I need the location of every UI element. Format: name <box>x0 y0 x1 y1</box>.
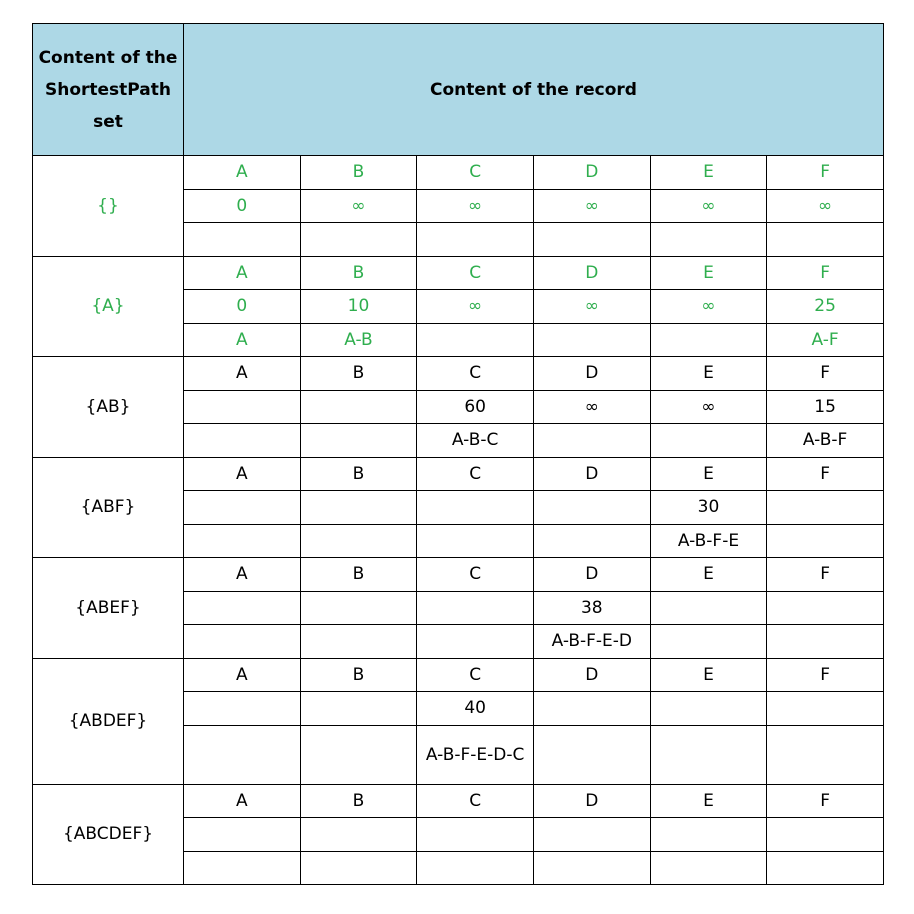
table-row <box>33 457 884 491</box>
record-cell <box>300 424 417 458</box>
record-cell: C <box>417 558 534 592</box>
record-cell: D <box>533 256 650 290</box>
table-row <box>33 558 884 592</box>
table-row <box>33 256 884 290</box>
record-cell <box>650 223 767 257</box>
record-cell <box>184 625 301 659</box>
record-cell: ∞ <box>650 290 767 324</box>
record-cell <box>300 591 417 625</box>
record-cell <box>184 591 301 625</box>
record-cell: E <box>650 558 767 592</box>
record-cell: D <box>533 558 650 592</box>
record-cell <box>650 692 767 726</box>
record-cell <box>417 625 534 659</box>
header-row <box>33 24 884 156</box>
record-cell <box>184 491 301 525</box>
record-cell: F <box>767 156 884 190</box>
set-cell: {ABF} <box>33 457 184 558</box>
record-cell: B <box>300 457 417 491</box>
record-cell: A-B <box>300 323 417 357</box>
record-cell <box>300 818 417 852</box>
record-cell <box>184 524 301 558</box>
record-cell: A <box>184 156 301 190</box>
record-cell <box>650 424 767 458</box>
record-cell <box>767 591 884 625</box>
record-cell <box>533 524 650 558</box>
record-cell: 60 <box>417 390 534 424</box>
record-cell: 15 <box>767 390 884 424</box>
record-cell <box>300 223 417 257</box>
record-cell: ∞ <box>300 189 417 223</box>
record-cell: B <box>300 658 417 692</box>
record-cell <box>533 491 650 525</box>
record-cell <box>533 323 650 357</box>
record-cell <box>650 851 767 885</box>
record-cell <box>417 223 534 257</box>
record-cell: A-B-F-E <box>650 524 767 558</box>
record-cell: 0 <box>184 189 301 223</box>
record-cell: F <box>767 256 884 290</box>
record-cell <box>533 223 650 257</box>
record-cell: E <box>650 658 767 692</box>
record-cell <box>300 491 417 525</box>
record-cell <box>767 818 884 852</box>
record-cell: ∞ <box>417 290 534 324</box>
record-cell: F <box>767 558 884 592</box>
record-cell: B <box>300 784 417 818</box>
record-cell: ∞ <box>767 189 884 223</box>
record-cell <box>650 625 767 659</box>
record-cell <box>533 725 650 784</box>
record-cell: C <box>417 256 534 290</box>
header-record-label: Content of the record <box>184 24 884 156</box>
record-cell: 25 <box>767 290 884 324</box>
record-cell: ∞ <box>650 189 767 223</box>
record-cell: D <box>533 156 650 190</box>
record-cell: A-B-C <box>417 424 534 458</box>
record-cell <box>533 424 650 458</box>
record-cell <box>650 818 767 852</box>
record-cell: D <box>533 658 650 692</box>
record-cell: B <box>300 156 417 190</box>
record-cell <box>184 725 301 784</box>
record-cell: ∞ <box>650 390 767 424</box>
table-row <box>33 658 884 692</box>
record-cell <box>767 223 884 257</box>
record-cell: A <box>184 558 301 592</box>
shortest-path-table <box>32 23 884 885</box>
record-cell: 0 <box>184 290 301 324</box>
record-cell: D <box>533 784 650 818</box>
record-cell: A <box>184 323 301 357</box>
record-cell <box>184 223 301 257</box>
record-cell <box>417 524 534 558</box>
record-cell: A <box>184 256 301 290</box>
record-cell: A <box>184 784 301 818</box>
record-cell <box>650 591 767 625</box>
record-cell: F <box>767 784 884 818</box>
set-cell: {A} <box>33 256 184 357</box>
record-cell: A <box>184 357 301 391</box>
set-cell: {} <box>33 156 184 257</box>
record-cell <box>767 851 884 885</box>
table-row <box>33 156 884 190</box>
record-cell: 40 <box>417 692 534 726</box>
record-cell <box>300 524 417 558</box>
record-cell: C <box>417 357 534 391</box>
record-cell <box>650 323 767 357</box>
record-cell <box>300 692 417 726</box>
record-cell: C <box>417 156 534 190</box>
record-cell: E <box>650 784 767 818</box>
record-cell: E <box>650 156 767 190</box>
record-cell <box>300 390 417 424</box>
record-cell <box>767 491 884 525</box>
record-cell: B <box>300 256 417 290</box>
record-cell: C <box>417 457 534 491</box>
record-cell <box>300 725 417 784</box>
record-cell <box>184 818 301 852</box>
record-cell: A <box>184 457 301 491</box>
record-cell <box>300 625 417 659</box>
record-cell: 10 <box>300 290 417 324</box>
record-cell: E <box>650 457 767 491</box>
record-cell <box>184 390 301 424</box>
record-cell <box>533 692 650 726</box>
record-cell <box>184 851 301 885</box>
record-cell <box>184 692 301 726</box>
record-cell: ∞ <box>533 390 650 424</box>
record-cell: D <box>533 357 650 391</box>
record-cell: F <box>767 457 884 491</box>
record-cell: A-F <box>767 323 884 357</box>
record-cell <box>533 818 650 852</box>
record-cell <box>184 424 301 458</box>
record-cell: B <box>300 558 417 592</box>
record-cell: C <box>417 784 534 818</box>
record-cell: E <box>650 357 767 391</box>
record-cell <box>767 725 884 784</box>
header-set-label: Content of the ShortestPath set <box>33 24 184 156</box>
record-cell <box>533 851 650 885</box>
record-cell: F <box>767 357 884 391</box>
record-cell <box>767 524 884 558</box>
record-cell: 30 <box>650 491 767 525</box>
record-cell: A-B-F <box>767 424 884 458</box>
record-cell <box>417 591 534 625</box>
record-cell: ∞ <box>533 290 650 324</box>
record-cell <box>417 491 534 525</box>
table-row <box>33 357 884 391</box>
record-cell: A <box>184 658 301 692</box>
record-cell: F <box>767 658 884 692</box>
record-cell <box>767 625 884 659</box>
record-cell <box>417 818 534 852</box>
record-cell <box>300 851 417 885</box>
record-cell: ∞ <box>533 189 650 223</box>
record-cell <box>767 692 884 726</box>
record-cell: D <box>533 457 650 491</box>
set-cell: {AB} <box>33 357 184 458</box>
record-cell: C <box>417 658 534 692</box>
record-cell: A-B-F-E-D <box>533 625 650 659</box>
set-cell: {ABEF} <box>33 558 184 659</box>
record-cell: 38 <box>533 591 650 625</box>
record-cell: B <box>300 357 417 391</box>
record-cell: E <box>650 256 767 290</box>
record-cell: A-B-F-E-D-C <box>417 725 534 784</box>
record-cell: ∞ <box>417 189 534 223</box>
record-cell <box>650 725 767 784</box>
set-cell: {ABDEF} <box>33 658 184 784</box>
set-cell: {ABCDEF} <box>33 784 184 885</box>
table-row <box>33 784 884 818</box>
record-cell <box>417 323 534 357</box>
record-cell <box>417 851 534 885</box>
